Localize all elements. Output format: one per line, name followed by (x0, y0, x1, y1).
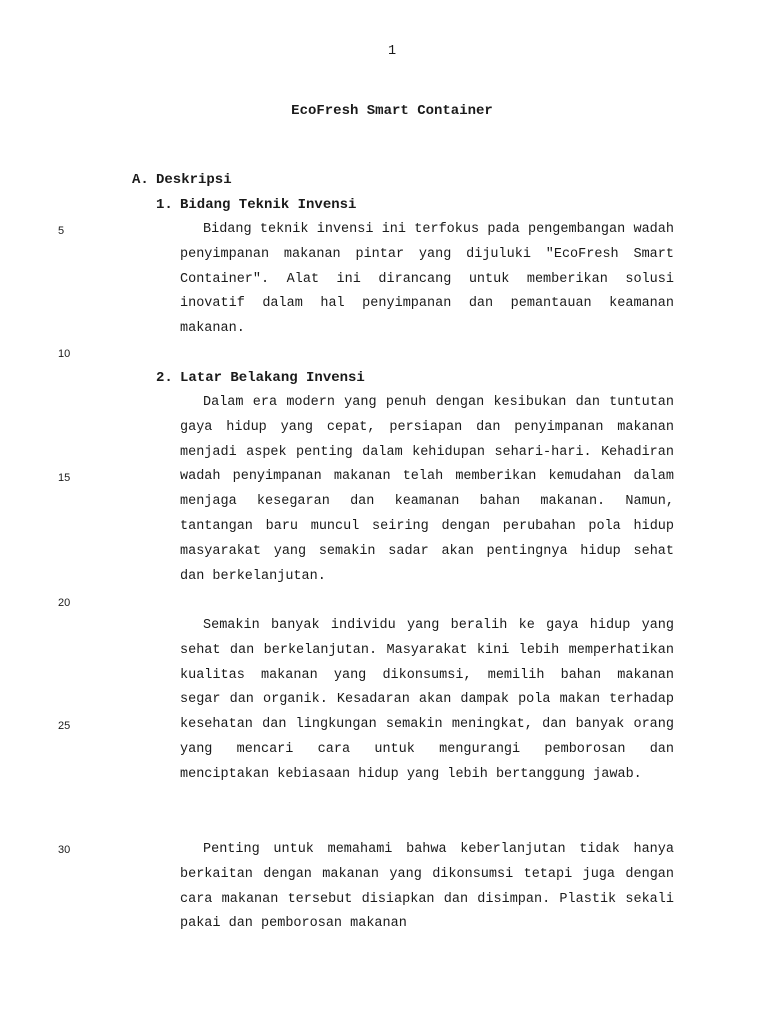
line-number: 10 (58, 348, 71, 360)
line-number: 20 (58, 597, 71, 609)
paragraph-bidang-teknik: Bidang teknik invensi ini terfokus pada pengembangan wadah penyimpanan makanan pintar yang dijuluki "EcoFresh Smart Container". Alat ini dirancang untuk memberikan solusi inovatif dalam hal penyimpanan dan pemantauan keamanan makanan. (180, 222, 674, 337)
paragraph-latar-belakang-2: Semakin banyak individu yang beralih ke gaya hidup yang sehat dan berkelanjutan. Masyarakat kini lebih memperhatikan kualitas makanan yang dikonsumsi, memilih bahan makanan segar dan organik. Kesadaran akan dampak pola makan terhadap kesehatan dan lingkungan semakin meningkat, dan banyak orang yang mencari cara untuk mengurangi pemborosan dan menciptakan kebiasaan hidup yang lebih bertanggung jawab. (180, 618, 674, 782)
subsection-heading-2 (0, 369, 768, 387)
subsection-title: Bidang Teknik Invensi (180, 197, 357, 213)
line-number: 5 (58, 225, 65, 237)
subsection-heading-1 (0, 196, 768, 214)
section-title: Deskripsi (156, 172, 232, 188)
page-number: 1 (387, 44, 397, 59)
subsection-title: Latar Belakang Invensi (180, 370, 365, 386)
document-title: EcoFresh Smart Container (291, 103, 493, 119)
section-label: A. (132, 172, 149, 188)
line-number: 15 (58, 472, 71, 484)
paragraph-latar-belakang-1: Dalam era modern yang penuh dengan kesibukan dan tuntutan gaya hidup yang cepat, persiapan dan penyimpanan makanan menjadi aspek penting dalam kehidupan sehari-hari. Kehadiran wadah penyimpanan makanan telah memberikan kemudahan dalam menjaga kesegaran dan keamanan bahan makanan. Namun, tantangan baru muncul seiring dengan perubahan pola hidup masyarakat yang semakin sadar akan pentingnya hidup sehat dan berkelanjutan. (180, 395, 674, 584)
paragraph-latar-belakang-3: Penting untuk memahami bahwa keberlanjutan tidak hanya berkaitan dengan makanan yang dikonsumsi tetapi juga dengan cara makanan tersebut disiapkan dan disimpan. Plastik sekali pakai dan pemborosan makanan (180, 842, 674, 932)
section-heading-a (0, 171, 768, 189)
subsection-label: 2. (156, 370, 173, 386)
line-number: 25 (58, 720, 71, 732)
line-number: 30 (58, 844, 71, 856)
subsection-label: 1. (156, 197, 173, 213)
